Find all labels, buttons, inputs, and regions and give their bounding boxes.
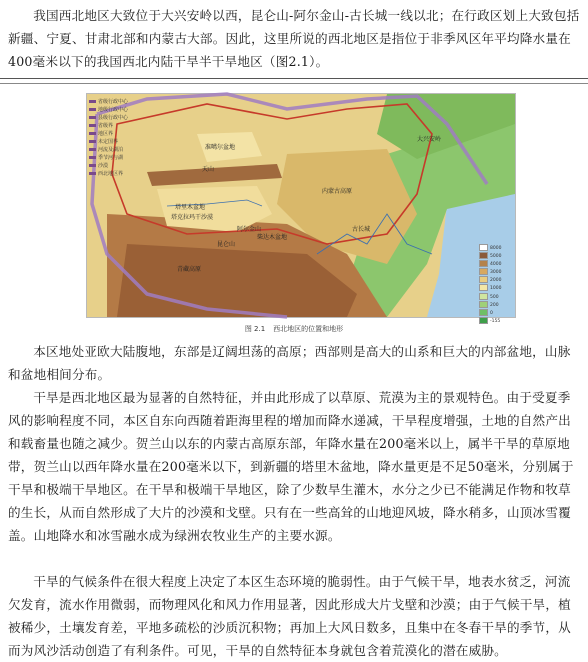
elevation-swatch (479, 293, 488, 300)
legend-item (89, 162, 137, 170)
elevation-label: 3000 (490, 270, 502, 276)
figure-title: 西北地区的位置和地形 (273, 325, 344, 333)
elevation-row (479, 301, 513, 309)
legend-item (89, 146, 137, 154)
elevation-label: 1000 (490, 286, 502, 292)
header-rule (0, 78, 588, 79)
legend-swatch (89, 164, 96, 167)
map-label: 内蒙古高原 (322, 188, 353, 195)
elevation-swatch (479, 244, 488, 251)
elevation-label: 5000 (490, 254, 502, 260)
legend-swatch (89, 124, 96, 127)
legend-label: 河流及湖泊 (98, 147, 124, 153)
map-label: 青藏高原 (177, 266, 202, 273)
legend-swatch (89, 172, 96, 175)
legend-item (89, 130, 137, 138)
legend-swatch (89, 108, 96, 111)
legend-swatch (89, 140, 96, 143)
map-label: 昆仑山 (217, 241, 236, 248)
elevation-label: 200 (490, 302, 499, 308)
elevation-row (479, 284, 513, 292)
terrain-map (86, 93, 516, 324)
legend-label: 省级界 (98, 123, 114, 129)
elevation-row (479, 244, 513, 252)
map-label: 阿尔金山 (237, 226, 262, 233)
legend-swatch (89, 148, 96, 151)
body-paragraph: 干旱的气候条件在很大程度上决定了本区生态环境的脆弱性。由于气候干旱，地表水贫乏，河流欠发育，流水作用微弱，而物理风化和风力作用显著，因此形成大片戈壁和沙漠；由于气候干旱，植被稀少，土壤发育差，平地多疏松的沙质沉积物；再加上大风日数多，且集中在冬春干旱的季节，从而为风沙活动创造了有利条件。可见，干旱的自然特征本身就包含着荒漠化的潜在威胁。 (8, 574, 571, 658)
legend-swatch (89, 156, 96, 159)
elevation-swatch (479, 284, 488, 291)
legend-swatch (89, 100, 96, 103)
intro-paragraph: 我国西北地区大致位于大兴安岭以西，昆仑山-阿尔金山-古长城一线以北；在行政区划上大致包括新疆、宁夏、甘肃北部和内蒙古大部。因此，这里所说的西北地区是指位于非季风区年平均降水量在400毫米以下的我国西北内陆干旱半干旱地区（图2.1）。 (8, 8, 580, 69)
elevation-swatch (479, 309, 488, 316)
legend-label: 未定国界 (98, 139, 119, 145)
elevation-swatch (479, 260, 488, 267)
map-label: 大兴安岭 (417, 136, 442, 143)
elevation-label: 0 (490, 310, 493, 316)
map-label: 天山 (202, 166, 215, 173)
figure-number: 图 2.1 (244, 325, 266, 333)
legend-item (89, 138, 137, 146)
elevation-row (479, 268, 513, 276)
elevation-legend (479, 244, 513, 325)
elevation-swatch (479, 252, 488, 259)
map-label: 古长城 (352, 226, 371, 233)
elevation-label: 8000 (490, 246, 502, 251)
map-label: 柴达木盆地 (257, 234, 288, 241)
elevation-label: -155 (490, 318, 501, 324)
elevation-row (479, 276, 513, 284)
figure-caption (0, 324, 588, 334)
legend-swatch (89, 132, 96, 135)
elevation-label: 4000 (490, 262, 502, 268)
legend-item (89, 114, 137, 122)
elevation-row (479, 309, 513, 317)
elevation-swatch (479, 317, 488, 324)
elevation-row (479, 260, 513, 268)
legend-item (89, 98, 137, 106)
elevation-swatch (479, 268, 488, 275)
legend-label: 沙漠 (98, 163, 109, 169)
map-graphic (87, 94, 515, 317)
elevation-row (479, 252, 513, 260)
legend-swatch (89, 116, 96, 119)
legend-label: 西北地区界 (98, 171, 124, 177)
map-label: 塔里木盆地 (175, 204, 206, 211)
body-paragraph: 干旱是西北地区最为显著的自然特征，并由此形成了以草原、荒漠为主的景观特色。由于受夏季风的影响程度不同，本区自东向西随着距海里程的增加而降水递减，干旱程度增强，土地的自然产出和载畜量也随之减少。贺兰山以东的内蒙古高原东部，年降水量在200毫米以上，属半干旱的草原地带，贺兰山以西年降水量在200毫米以下，到新疆的塔里木盆地，降水量更是不足50毫米，分别属于干旱和极端干旱地区。在干旱和极端干旱地区，除了少数旱生灌木，水分之少已不能满足作物和牧草的生长，从而自然形成了大片的沙漠和戈壁。只有在一些高耸的山地迎风坡，降水稍多，山顶冰雪覆盖。山地降水和冰雪融水成为绿洲农牧业生产的主要水源。 (8, 390, 574, 543)
legend-label: 县级行政中心 (98, 115, 129, 121)
header-rule-secondary (0, 83, 588, 84)
legend-label: 省级行政中心 (98, 99, 129, 105)
map-label: 准噶尔盆地 (205, 144, 236, 151)
map-legend (89, 98, 137, 178)
elevation-label: 500 (490, 294, 499, 300)
legend-label: 季节河与湖 (98, 155, 124, 161)
elevation-row (479, 293, 513, 301)
body-paragraph: 本区地处亚欧大陆腹地，东部是辽阔坦荡的高原；西部则是高大的山系和巨大的内部盆地，山脉和盆地相间分布。 (8, 344, 571, 382)
elevation-swatch (479, 276, 488, 283)
map-label: 塔克拉玛干沙漠 (171, 214, 214, 221)
legend-item (89, 170, 137, 178)
legend-label: 地区界 (98, 131, 114, 137)
elevation-label: 2000 (490, 278, 502, 284)
legend-item (89, 106, 137, 114)
legend-item (89, 122, 137, 130)
elevation-swatch (479, 301, 488, 308)
legend-item (89, 154, 137, 162)
legend-label: 地级行政中心 (98, 107, 129, 113)
